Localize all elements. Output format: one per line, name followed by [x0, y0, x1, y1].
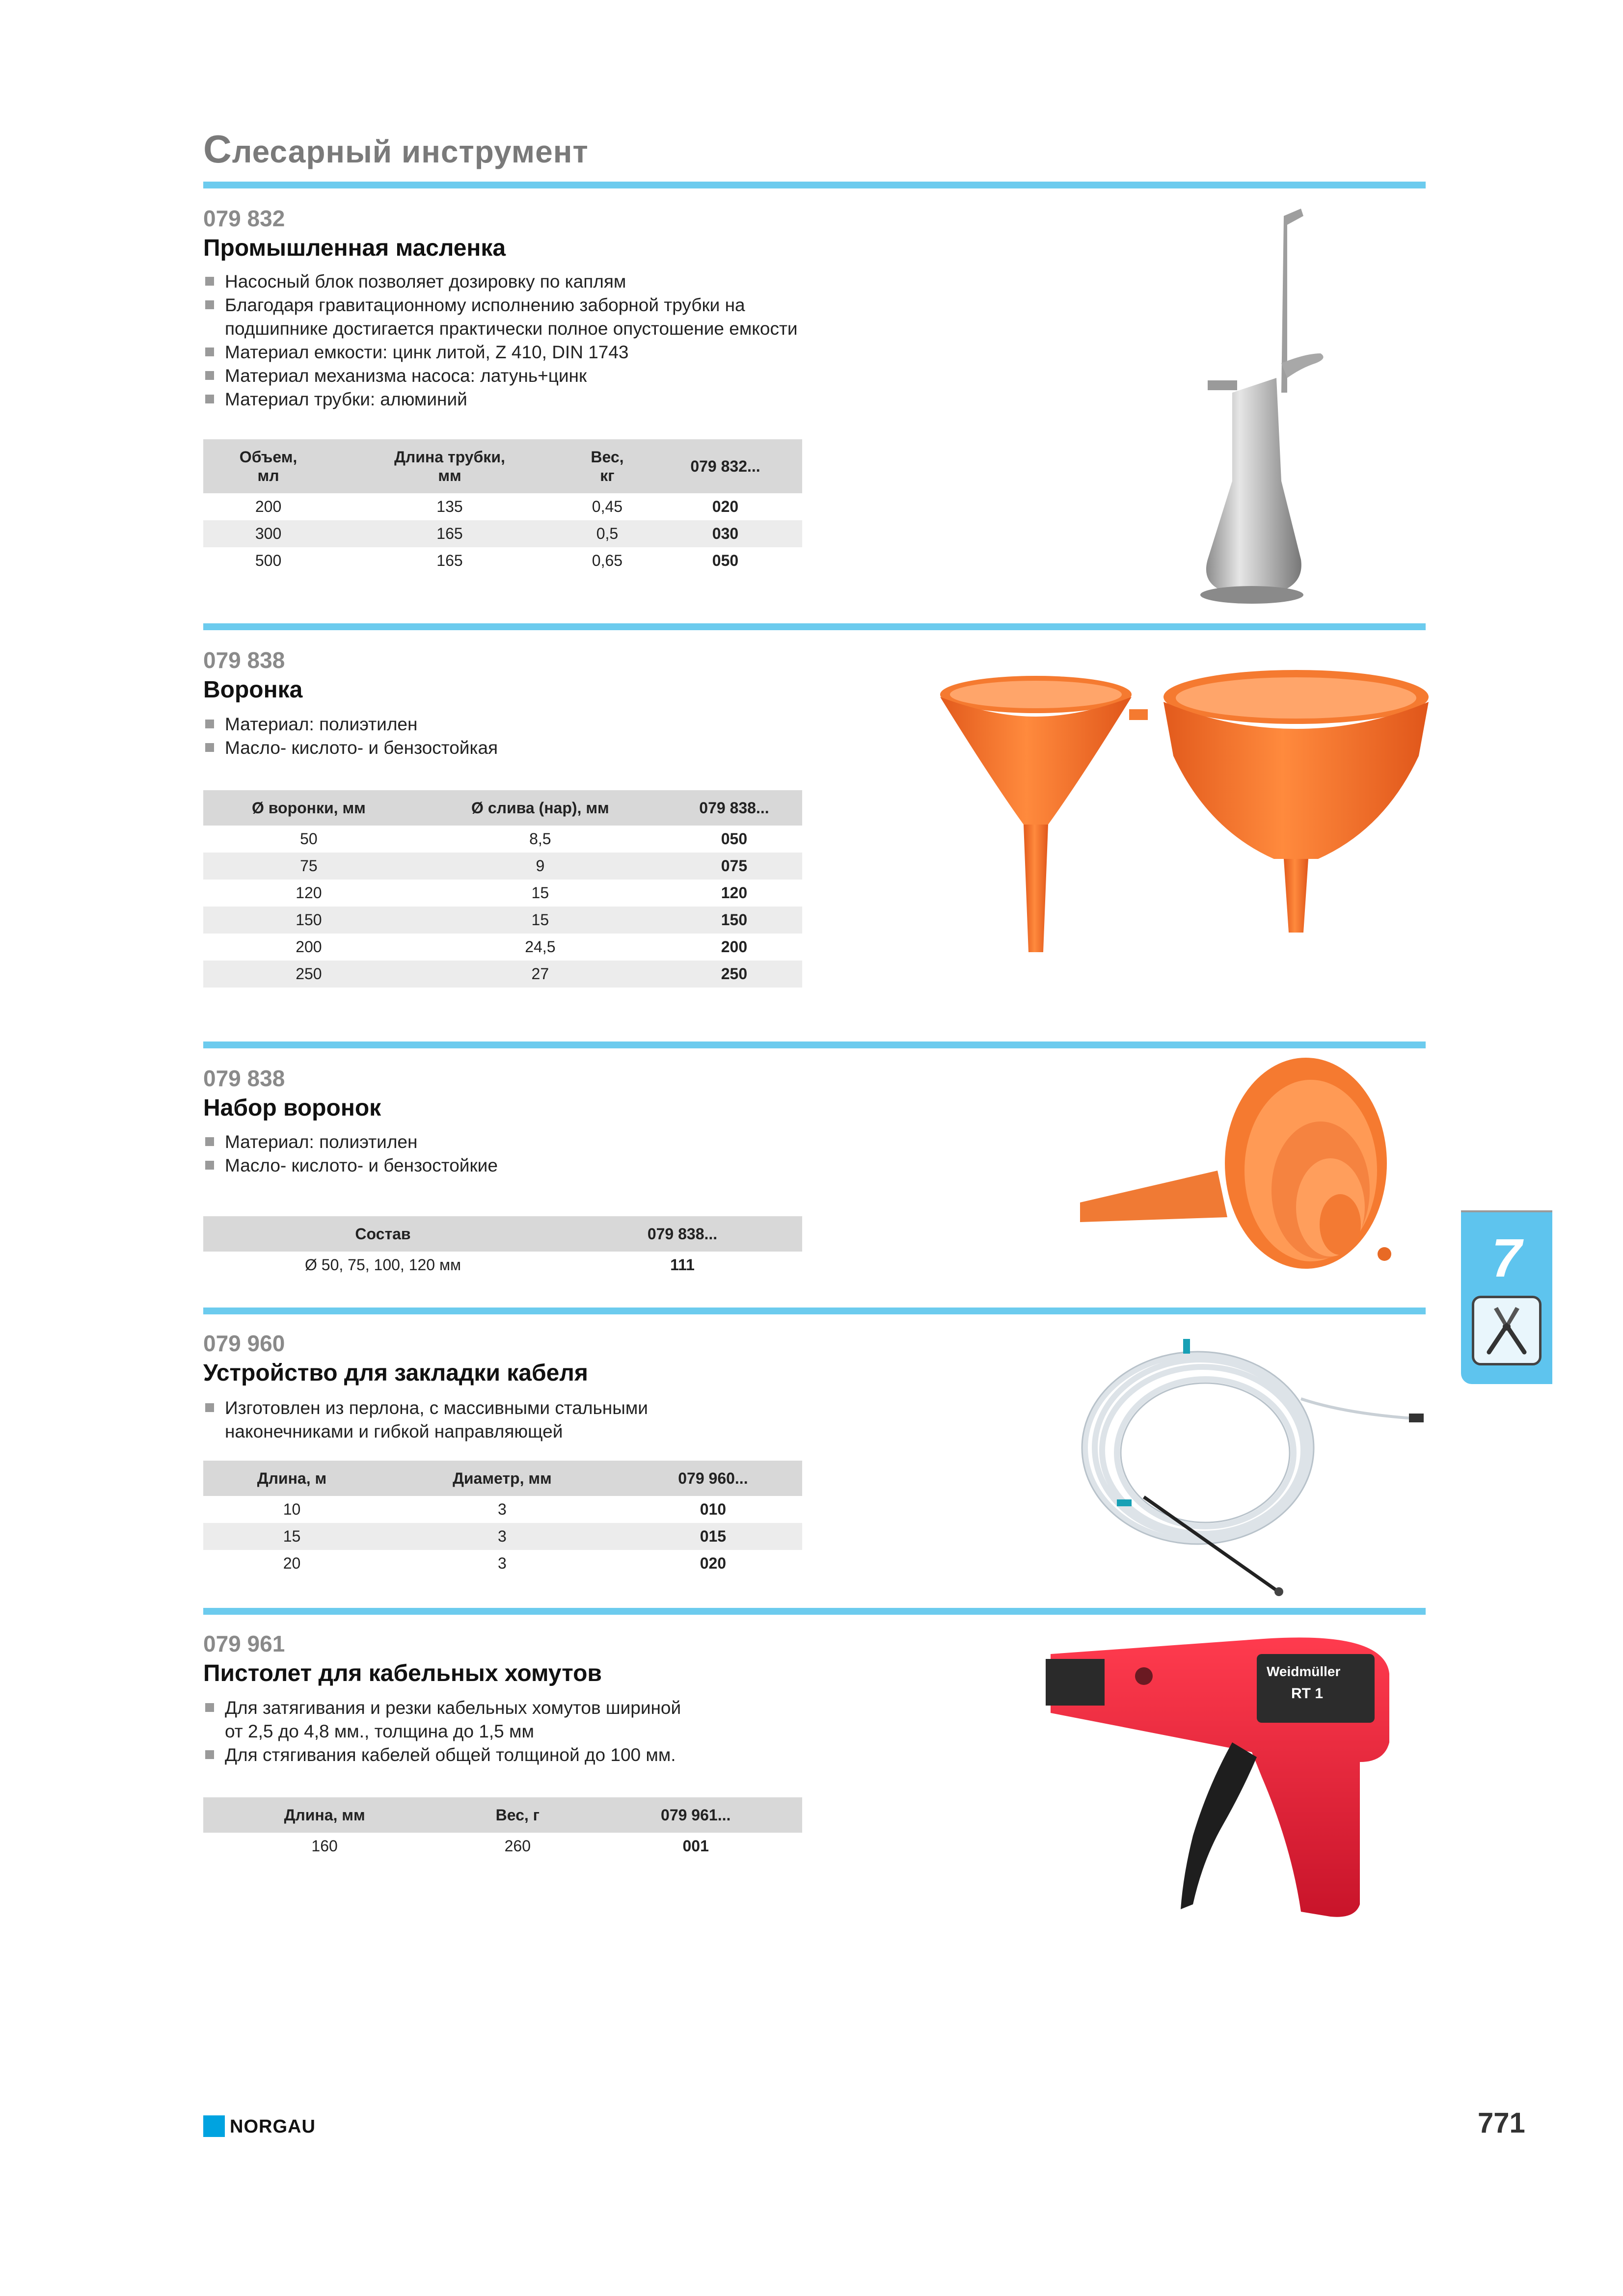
table-row: 120 15 120 — [296, 884, 748, 902]
spec-table — [203, 790, 802, 988]
table-header: 079 838... — [666, 790, 802, 826]
table-header: 079 961... — [589, 1797, 802, 1833]
list-item: Масло- кислото- и бензостойкая — [203, 736, 498, 760]
list-item-continuation: от 2,5 до 4,8 мм., толщина до 1,5 мм — [225, 1721, 534, 1741]
funnel-set-image — [1070, 1055, 1414, 1301]
table-row: Ø 50, 75, 100, 120 мм 111 — [305, 1256, 695, 1274]
list-item-continuation: подшипнике достигается практически полное опустошение емкости — [225, 319, 798, 339]
table-row: 160 260 001 — [311, 1837, 709, 1855]
spec-table — [203, 1461, 802, 1577]
funnel-image — [933, 667, 1443, 962]
gun-label-model: RT 1 — [1291, 1685, 1324, 1702]
table-row: 150 15 150 — [203, 907, 802, 934]
table-header: Длина, мм — [203, 1797, 446, 1833]
spec-table — [203, 1216, 802, 1279]
section-divider — [203, 623, 1426, 630]
table-header: Длина трубки, мм — [333, 439, 566, 493]
pliers-icon — [1472, 1296, 1542, 1365]
page-title: Слесарный инструмент — [203, 127, 589, 171]
table-row: 200 24,5 200 — [296, 938, 748, 956]
spec-table — [203, 439, 802, 574]
product-code: 079 961 — [203, 1631, 285, 1656]
table-header: Ø слива (нар), мм — [414, 790, 666, 826]
feature-list — [203, 1130, 498, 1177]
product-name: Набор воронок — [203, 1095, 381, 1121]
product-code: 079 960 — [203, 1331, 285, 1356]
product-name: Воронка — [203, 677, 303, 703]
list-item: Материал трубки: алюминий — [203, 388, 798, 411]
product-code: 079 838 — [203, 647, 285, 673]
table-header: Вес, г — [446, 1797, 589, 1833]
feature-list — [203, 1396, 648, 1443]
section-divider — [203, 1041, 1426, 1048]
cable-coil-image — [1070, 1335, 1443, 1610]
table-header: Длина, м — [203, 1461, 380, 1496]
table-header: 079 960... — [624, 1461, 802, 1496]
list-item: Для затягивания и резки кабельных хомутов шириной — [203, 1696, 681, 1720]
table-header: Состав — [203, 1216, 563, 1252]
table-header: Вес, кг — [566, 439, 649, 493]
section-divider — [203, 1608, 1426, 1615]
list-item: Материал: полиэтилен — [203, 713, 498, 736]
list-item: Материал емкости: цинк литой, Z 410, DIN 1743 — [203, 341, 798, 364]
list-item: Благодаря гравитационному исполнению заборной трубки на — [203, 294, 798, 317]
table-row: 500 165 0,65 050 — [255, 552, 739, 569]
brand-logo-text: NORGAU — [230, 2116, 316, 2137]
table-row: 300 165 0,5 030 — [203, 520, 802, 547]
table-row: 200 135 0,45 020 — [255, 498, 739, 515]
list-item: Материал: полиэтилен — [203, 1130, 498, 1154]
table-row: 20 3 020 — [283, 1554, 727, 1572]
product-code: 079 838 — [203, 1066, 285, 1091]
spec-table — [203, 1797, 802, 1860]
list-item-continuation: наконечниками и гибкой направляющей — [225, 1421, 563, 1442]
table-row: 250 27 250 — [203, 961, 802, 988]
product-name: Промышленная масленка — [203, 235, 506, 261]
section-tab-number: 7 — [1491, 1228, 1522, 1288]
page-number: 771 — [1478, 2107, 1525, 2139]
list-item: Насосный блок позволяет дозировку по каплям — [203, 270, 798, 294]
section-divider — [203, 182, 1426, 188]
feature-list — [203, 270, 798, 411]
table-header: Ø воронки, мм — [203, 790, 414, 826]
table-row: 50 8,5 050 — [300, 830, 748, 848]
feature-list — [203, 713, 498, 760]
oil-can-image — [1159, 206, 1345, 609]
table-header: 079 832... — [649, 439, 802, 493]
list-item: Материал механизма насоса: латунь+цинк — [203, 364, 798, 388]
table-row: 75 9 075 — [203, 853, 802, 880]
section-divider — [203, 1308, 1426, 1314]
table-header: Объем, мл — [203, 439, 333, 493]
product-code: 079 832 — [203, 206, 285, 231]
list-item: Масло- кислото- и бензостойкие — [203, 1154, 498, 1177]
table-header: 079 838... — [563, 1216, 802, 1252]
product-name: Пистолет для кабельных хомутов — [203, 1660, 602, 1686]
list-item: Для стягивания кабелей общей толщиной до 100 мм. — [203, 1743, 681, 1767]
gun-label-brand: Weidmüller — [1267, 1664, 1341, 1679]
list-item: Изготовлен из перлона, с массивными стальными — [203, 1396, 648, 1420]
brand-logo-mark — [203, 2115, 225, 2137]
table-header: Диаметр, мм — [380, 1461, 624, 1496]
table-row: 10 3 010 — [283, 1500, 727, 1518]
table-row: 15 3 015 — [203, 1523, 802, 1550]
tie-gun-image — [1046, 1629, 1399, 1924]
feature-list — [203, 1696, 681, 1767]
product-name: Устройство для закладки кабеля — [203, 1360, 588, 1386]
